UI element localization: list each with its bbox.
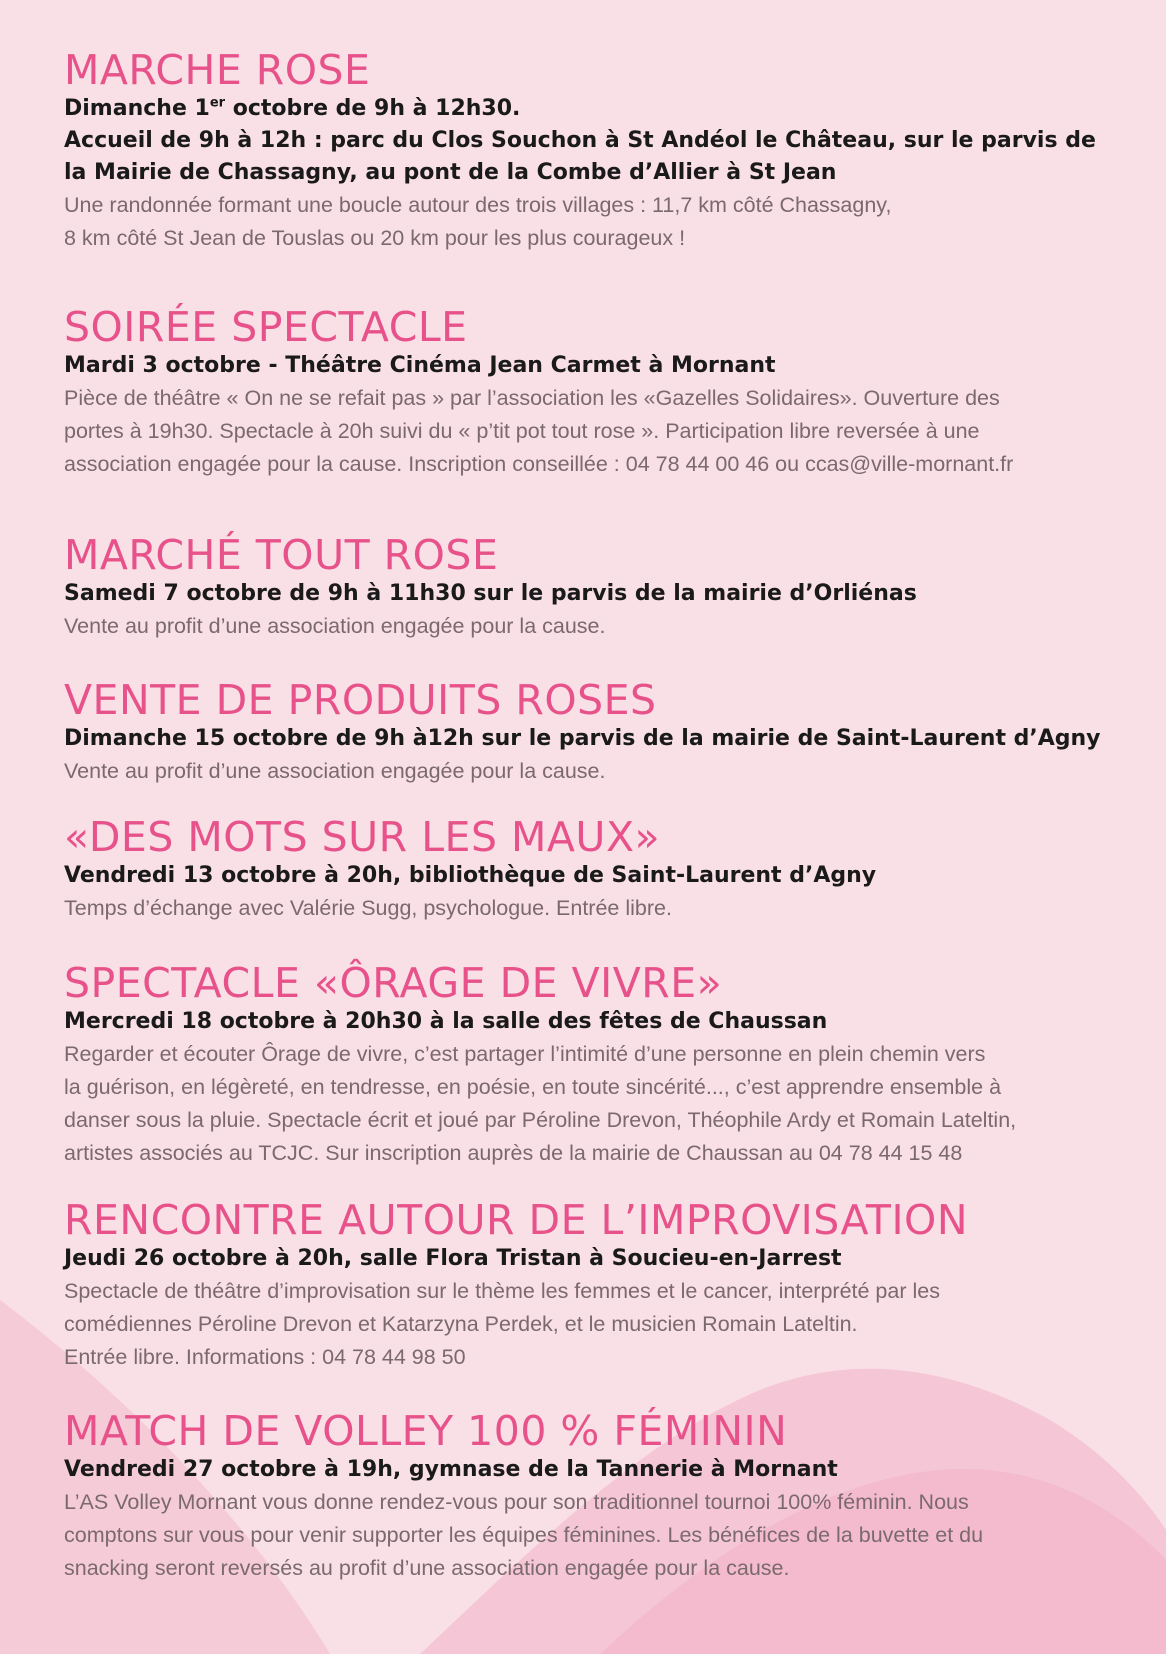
event-description-line: la guérison, en légèreté, en tendresse, en poésie, en toute sincérité..., c’est apprendre ensemble à	[64, 1075, 1002, 1099]
event-title: SPECTACLE «ÔRAGE DE VIVRE»	[64, 959, 723, 1007]
event-description-line: Pièce de théâtre « On ne se refait pas » par l’association les «Gazelles Solidaires». Ouverture des	[64, 386, 1000, 410]
event-title: MARCHÉ TOUT ROSE	[64, 531, 499, 579]
event-date-location: Vendredi 27 octobre à 19h, gymnase de la Tannerie à Mornant	[64, 1457, 838, 1482]
event-description-line: L’AS Volley Mornant vous donne rendez-vous pour son traditionnel tournoi 100% féminin. Nous	[64, 1490, 969, 1514]
event-title: VENTE DE PRODUITS ROSES	[64, 676, 657, 724]
event-marche-tout-rose	[64, 532, 1124, 643]
event-des-mots-sur-les-maux	[64, 814, 1124, 925]
event-description-line: 8 km côté St Jean de Touslas ou 20 km pour les plus courageux !	[64, 226, 686, 250]
event-description-line: Une randonnée formant une boucle autour des trois villages : 11,7 km côté Chassagny,	[64, 193, 892, 217]
event-date-location: Jeudi 26 octobre à 20h, salle Flora Tristan à Soucieu-en-Jarrest	[64, 1246, 842, 1271]
event-date-location: Mercredi 18 octobre à 20h30 à la salle des fêtes de Chaussan	[64, 1009, 828, 1034]
event-title: SOIRÉE SPECTACLE	[64, 303, 468, 351]
event-date-location: Samedi 7 octobre de 9h à 11h30 sur le parvis de la mairie d’Orliénas	[64, 581, 917, 606]
event-title: RENCONTRE AUTOUR DE L’IMPROVISATION	[64, 1196, 968, 1244]
event-description-line: Regarder et écouter Ôrage de vivre, c’est partager l’intimité d’une personne en plein chemin vers	[64, 1042, 986, 1066]
event-description-line: danser sous la pluie. Spectacle écrit et joué par Péroline Drevon, Théophile Ardy et Romain Lateltin,	[64, 1108, 1017, 1132]
event-location-line-2: la Mairie de Chassagny, au pont de la Combe d’Allier à St Jean	[64, 160, 837, 185]
event-description-line: comptons sur vous pour venir supporter les équipes féminines. Les bénéfices de la buvette et du	[64, 1523, 984, 1547]
event-description-line: snacking seront reversés au profit d’une association engagée pour la cause.	[64, 1556, 790, 1580]
event-title: «DES MOTS SUR LES MAUX»	[64, 813, 661, 861]
event-description-line: portes à 19h30. Spectacle à 20h suivi du « p’tit pot tout rose ». Participation libre reversée à une	[64, 419, 980, 443]
event-marche-rose	[64, 47, 1124, 255]
event-description-line: artistes associés au TCJC. Sur inscription auprès de la mairie de Chaussan au 04 78 44 15 48	[64, 1141, 963, 1165]
event-vente-produits-roses	[64, 677, 1124, 788]
event-date: Dimanche 1er octobre de 9h à 12h30.	[64, 95, 521, 121]
event-title: MARCHE ROSE	[64, 46, 371, 94]
event-date-location: Vendredi 13 octobre à 20h, bibliothèque de Saint-Laurent d’Agny	[64, 863, 877, 888]
event-description-line: Temps d’échange avec Valérie Sugg, psychologue. Entrée libre.	[64, 896, 672, 920]
event-soiree-spectacle	[64, 304, 1124, 481]
event-description-line: association engagée pour la cause. Inscription conseillée : 04 78 44 00 46 ou ccas@ville-mornant.fr	[64, 452, 1014, 476]
event-spectacle-orage-de-vivre	[64, 960, 1124, 1170]
event-date-location: Mardi 3 octobre - Théâtre Cinéma Jean Carmet à Mornant	[64, 353, 776, 378]
event-location-line-1: Accueil de 9h à 12h : parc du Clos Souchon à St Andéol le Château, sur le parvis de	[64, 128, 1096, 153]
event-description-line: Entrée libre. Informations : 04 78 44 98 50	[64, 1345, 466, 1369]
event-description-line: Vente au profit d’une association engagée pour la cause.	[64, 614, 606, 638]
event-description-line: Vente au profit d’une association engagée pour la cause.	[64, 759, 606, 783]
event-date-location: Dimanche 15 octobre de 9h à12h sur le parvis de la mairie de Saint-Laurent d’Agny	[64, 726, 1101, 751]
event-match-volley	[64, 1408, 1124, 1585]
event-rencontre-improvisation	[64, 1197, 1124, 1374]
event-description-line: comédiennes Péroline Drevon et Katarzyna Perdek, et le musicien Romain Lateltin.	[64, 1312, 858, 1336]
event-description-line: Spectacle de théâtre d’improvisation sur le thème les femmes et le cancer, interprété par les	[64, 1279, 940, 1303]
event-title: MATCH DE VOLLEY 100 % FÉMININ	[64, 1407, 788, 1455]
